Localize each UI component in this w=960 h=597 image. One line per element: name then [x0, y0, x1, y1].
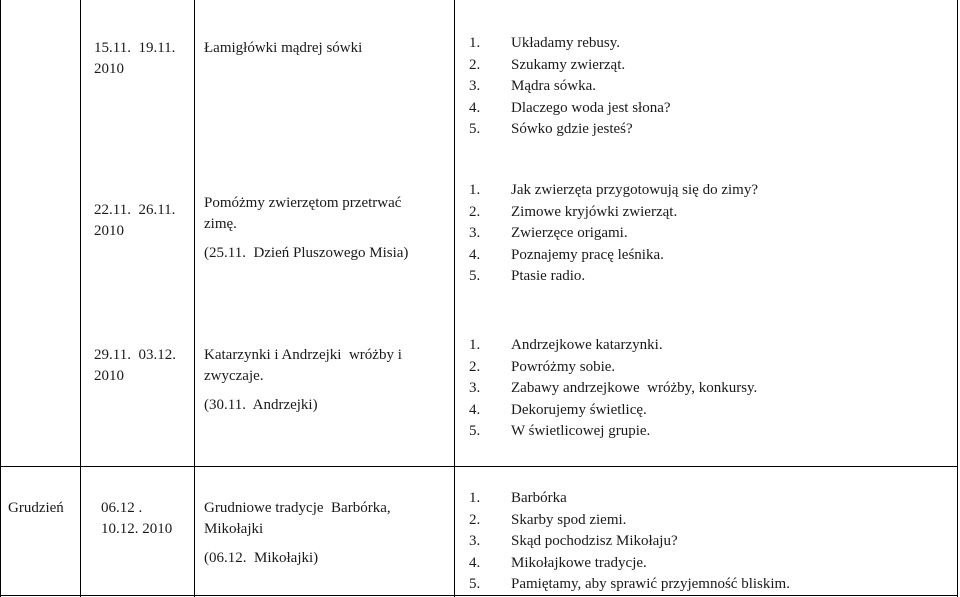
list-item: 3. Mądra sówka.: [469, 78, 596, 94]
activity-list: [469, 335, 757, 443]
list-item: 4. Poznajemy pracę leśnika.: [469, 246, 664, 263]
date-range: 06.12 .: [101, 500, 146, 516]
list-item: 1. Andrzejkowe katarzynki.: [469, 337, 663, 353]
list-item: 2. Powróżmy sobie.: [469, 358, 616, 375]
column-divider-month: [80, 0, 81, 597]
week-topic: [204, 193, 434, 264]
table-border-right: [957, 0, 958, 597]
activity-list: [469, 33, 671, 141]
list-item: 3. Zwierzęce origami.: [469, 225, 628, 241]
topic-title-continued: zwyczaje.: [204, 368, 264, 384]
week-topic: [204, 498, 416, 569]
list-item: 4. Mikołajkowe tradycje.: [469, 554, 647, 571]
list-item: 1. Barbórka: [469, 490, 567, 506]
date-year: 2010: [94, 368, 124, 384]
week-dates: [101, 498, 193, 540]
list-item: 5. Sówko gdzie jesteś?: [469, 121, 633, 137]
list-item: 5. W świetlicowej grupie.: [469, 423, 651, 439]
list-item: 2. Skarby spod ziemi.: [469, 511, 627, 528]
list-item: 5. Pamiętamy, aby sprawić przyjemność bliskim.: [469, 576, 790, 592]
topic-title-continued: Mikołajki: [204, 521, 264, 537]
topic-title: Pomóżmy zwierzętom przetrwać: [204, 195, 402, 211]
list-item: 2. Szukamy zwierząt.: [469, 56, 626, 73]
week-dates: [94, 200, 192, 242]
list-item: 1. Układamy rebusy.: [469, 35, 620, 51]
activity-list: [469, 180, 758, 288]
topic-title-continued: zimę.: [204, 216, 237, 232]
date-year: 10.12. 2010: [101, 521, 173, 537]
date-range: 29.11. 03.12.: [94, 347, 176, 363]
topic-note: (25.11. Dzień Pluszowego Misia): [204, 245, 409, 261]
activity-list: [469, 488, 790, 596]
date-range: 22.11. 26.11.: [94, 202, 176, 218]
list-item: 4. Dekorujemy świetlicę.: [469, 401, 647, 418]
date-year: 2010: [94, 223, 124, 239]
list-item: 1. Jak zwierzęta przygotowują się do zimy?: [469, 182, 758, 198]
topic-note: (06.12. Mikołajki): [204, 550, 319, 566]
date-range: 15.11. 19.11.: [94, 40, 176, 56]
row-separator: [0, 466, 958, 467]
week-topic: [204, 38, 428, 59]
topic-title: Grudniowe tradycje Barbórka,: [204, 500, 391, 516]
list-item: 2. Zimowe kryjówki zwierząt.: [469, 203, 678, 220]
topic-title: Łamigłówki mądrej sówki: [204, 40, 363, 56]
topic-title: Katarzynki i Andrzejki wróżby i: [204, 347, 402, 363]
list-item: 3. Skąd pochodzisz Mikołaju?: [469, 533, 678, 549]
column-divider-date: [194, 0, 195, 597]
table-border-left: [0, 0, 1, 597]
week-dates: [94, 345, 192, 387]
list-item: 5. Ptasie radio.: [469, 268, 586, 284]
list-item: 4. Dlaczego woda jest słona?: [469, 99, 671, 116]
list-item: 3. Zabawy andrzejkowe wróżby, konkursy.: [469, 380, 758, 396]
week-dates: [94, 38, 192, 80]
topic-note: (30.11. Andrzejki): [204, 397, 318, 413]
week-topic: [204, 345, 430, 416]
month-label: Grudzień: [8, 500, 64, 516]
column-divider-topic: [454, 0, 455, 597]
date-year: 2010: [94, 61, 124, 77]
